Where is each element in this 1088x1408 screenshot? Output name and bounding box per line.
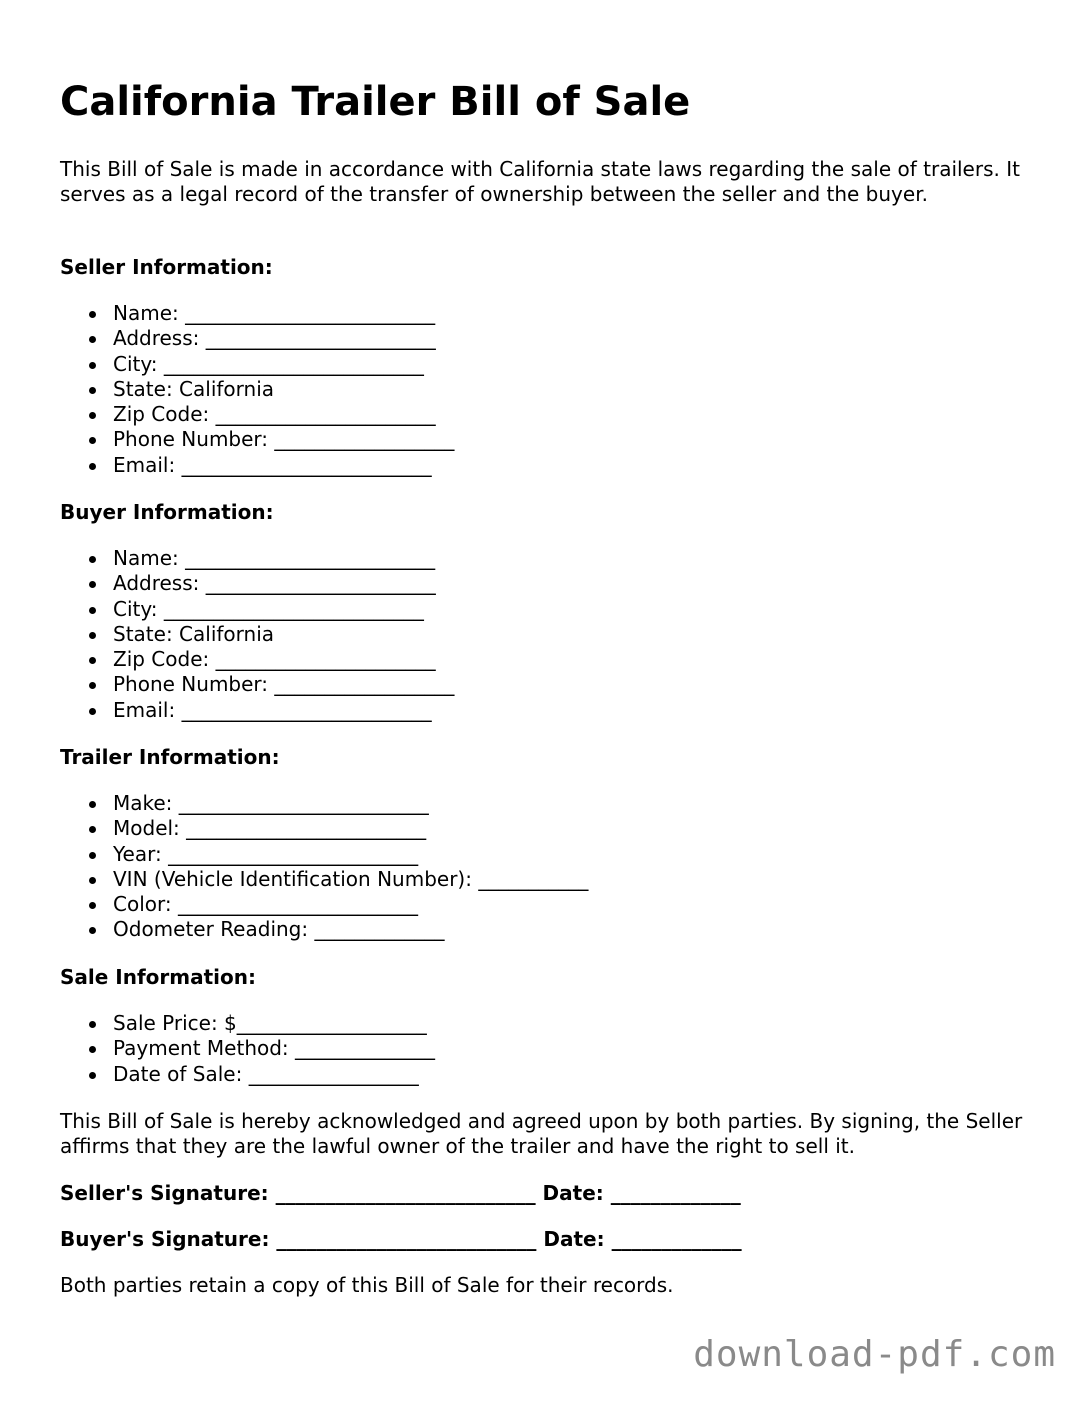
buyer-heading: Buyer Information: bbox=[60, 500, 274, 524]
buyer-signature-line: Buyer's Signature: __________________________ Date: _____________ bbox=[60, 1227, 742, 1251]
buyer-zip-field: Zip Code: ______________________ bbox=[113, 647, 454, 672]
buyer-email-field: Email: _________________________ bbox=[113, 698, 454, 723]
buyer-city-field: City: __________________________ bbox=[113, 597, 454, 622]
buyer-state-field: State: California bbox=[113, 622, 454, 647]
trailer-make-field: Make: _________________________ bbox=[113, 791, 588, 816]
seller-email-field: Email: _________________________ bbox=[113, 453, 454, 478]
document-title: California Trailer Bill of Sale bbox=[60, 79, 691, 125]
sale-price-field: Sale Price: $___________________ bbox=[113, 1011, 435, 1036]
buyer-address-field: Address: _______________________ bbox=[113, 571, 454, 596]
date-of-sale-field: Date of Sale: _________________ bbox=[113, 1062, 435, 1087]
payment-method-field: Payment Method: ______________ bbox=[113, 1036, 436, 1061]
trailer-model-field: Model: ________________________ bbox=[113, 816, 588, 841]
seller-zip-field: Zip Code: ______________________ bbox=[113, 402, 454, 427]
seller-heading: Seller Information: bbox=[60, 255, 273, 279]
seller-state-field: State: California bbox=[113, 377, 454, 402]
buyer-name-field: Name: _________________________ bbox=[113, 546, 454, 571]
trailer-heading: Trailer Information: bbox=[60, 745, 280, 769]
seller-list bbox=[60, 301, 454, 478]
sale-heading: Sale Information: bbox=[60, 965, 256, 989]
seller-city-field: City: __________________________ bbox=[113, 352, 454, 377]
seller-address-field: Address: _______________________ bbox=[113, 326, 454, 351]
seller-name-field: Name: _________________________ bbox=[113, 301, 454, 326]
seller-phone-field: Phone Number: __________________ bbox=[113, 427, 455, 452]
trailer-odometer-field: Odometer Reading: _____________ bbox=[113, 917, 588, 942]
buyer-list bbox=[60, 546, 454, 723]
buyer-phone-field: Phone Number: __________________ bbox=[113, 672, 455, 697]
watermark-text: download-pdf.com bbox=[693, 1334, 1056, 1375]
trailer-vin-field: VIN (Vehicle Identification Number): ___________ bbox=[113, 866, 589, 891]
sale-list bbox=[60, 1011, 435, 1087]
closing-paragraph: Both parties retain a copy of this Bill of Sale for their records. bbox=[60, 1273, 674, 1297]
intro-paragraph: This Bill of Sale is made in accordance with California state laws regarding the sale of trailers. It serves as a legal record of the transfer of ownership between the seller and the buyer. bbox=[60, 157, 1020, 207]
trailer-year-field: Year: _________________________ bbox=[113, 842, 588, 867]
trailer-color-field: Color: ________________________ bbox=[113, 892, 588, 917]
trailer-list bbox=[60, 791, 588, 943]
seller-signature-line: Seller's Signature: __________________________ Date: _____________ bbox=[60, 1181, 741, 1205]
acknowledgement-paragraph: This Bill of Sale is hereby acknowledged and agreed upon by both parties. By signing, the Seller affirms that they are the lawful owner of the trailer and have the right to sell it. bbox=[60, 1109, 1023, 1159]
